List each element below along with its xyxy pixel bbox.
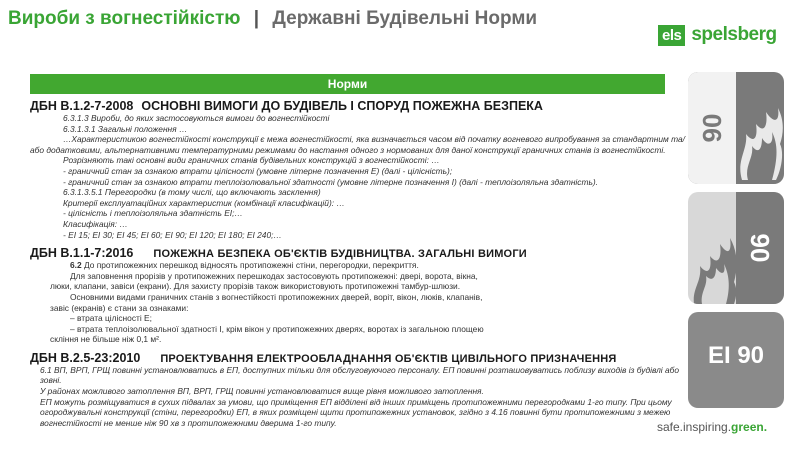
- norm-heading-3: [30, 351, 680, 365]
- norm1-line: - граничний стан за ознакою втрати цілісності (умовне літерне позначення Е) (далі - цілісність);: [63, 165, 453, 176]
- logo-brand: spelsberg: [691, 24, 777, 45]
- norm2-line: скління не більше ніж 0,1 м².: [50, 334, 162, 345]
- badge2-number: 90: [745, 233, 775, 263]
- norm-title-1: ОСНОВНІ ВИМОГИ ДО БУДІВЕЛЬ І СПОРУД ПОЖЕЖНА БЕЗПЕКА: [141, 99, 543, 113]
- ei90-badge: [688, 312, 784, 408]
- slogan-part2: green.: [731, 420, 768, 434]
- norm3-paragraph: 6.1 ВП, ВРП, ГРЩ повинні установлюватись в ЕП, доступних тільки для обслуговуючого персоналу. ЕП повинні розташовуватись поблизу виходів із будівлі або зовні.: [40, 364, 680, 386]
- norm1-line: - цілісність і теплоізоляльна здатність ЕI;…: [63, 208, 243, 219]
- norm2-clause: [30, 260, 680, 271]
- section-band: Норми: [30, 74, 665, 94]
- norm-heading-2: [30, 246, 680, 260]
- norm1-line: 6.3.1.3.5.1 Перегородки (в тому числі, що включають засклення): [63, 187, 321, 198]
- norm1-line: …Характеристикою вогнестійкості конструкції є межа вогнестійкості, яка визначається часом від початку вогневого випробування за стандартним та/: [63, 134, 685, 145]
- norm2-line: Для заповнення прорізів у протипожежних перешкодах застосовують протипожежні: двері, ворота, вікна,: [70, 270, 478, 281]
- fire-resistance-badge-2: [688, 192, 784, 304]
- norm2-line: завіс (екранів) є стани за ознаками:: [50, 302, 189, 313]
- norm3-body: [30, 365, 680, 429]
- norm-code-2: ДБН В.1.1-7:2016: [30, 246, 134, 261]
- norm2-clause-number: 6.2: [70, 260, 82, 271]
- norm-title-2: ПОЖЕЖНА БЕЗПЕКА ОБ'ЄКТІВ БУДІВНИЦТВА. ЗАГАЛЬНІ ВИМОГИ: [153, 248, 527, 261]
- norm2-line: люки, клапани, завіси (екрани). Для захисту прорізів також використовують протипожежні тамбур-шлюзи.: [50, 281, 461, 292]
- norm1-line: 6.3.1.3 Вироби, до яких застосовуються вимоги до вогнестійкості: [63, 113, 330, 123]
- ei90-label: EI 90: [707, 342, 765, 369]
- norm3-paragraph: ЕП можуть розміщуватися в сухих підвалах за умови, що приміщення ЕП відділені від інших приміщень протипожежними перегородками 1-го типу. При цьому огороджувальні конструкції (стіни, перегородки) ЕП, в яких розміщені щити протипожежних установок, згідно з 4.16 повинні бути протипожежними з межею вогнестійкості не менше ніж 90 хв з протипожежними дверима 1-го типу.: [40, 396, 672, 428]
- norm1-line: 6.3.1.3.1 Загальні положення …: [63, 123, 188, 134]
- norm2-line: – втрата цілісності Е;: [70, 313, 152, 324]
- norm-title-3: ПРОЕКТУВАННЯ ЕЛЕКТРООБЛАДНАННЯ ОБ'ЄКТІВ ЦИВІЛЬНОГО ПРИЗНАЧЕННЯ: [160, 352, 617, 365]
- page-title-part1: Вироби з вогнестійкістю: [8, 8, 241, 29]
- norm2-line: Основними видами граничних станів з вогнестійкості протипожежних дверей, воріт, вікон, люків, клапанів,: [70, 291, 483, 302]
- title-separator: |: [253, 8, 260, 29]
- fire-resistance-badge-1: [688, 72, 784, 184]
- norm1-line: Критерії експлуатаційних характеристик (комбінації класифікацій): …: [63, 197, 345, 208]
- norm3-paragraph: У районах можливого затоплення ВП, ВРП, ГРЩ повинні установлюватися вище рівня можливого затоплення.: [40, 386, 484, 397]
- norm-code-1: ДБН В.1.2-7-2008: [30, 99, 134, 113]
- spelsberg-logo: [658, 22, 777, 48]
- norms-content: [30, 95, 685, 428]
- norm2-clause-text: До протипожежних перешкод відносять протипожежні стіни, перегородки, перекриття.: [83, 260, 419, 271]
- page-title-part2: Державні Будівельні Норми: [272, 8, 538, 29]
- norm1-line: або додатковими, альтернативними температурними режимами до настання одного з нормованих для даної конструкції граничних станів із вогнестійкості.: [30, 144, 666, 155]
- norm1-line: - граничний стан за ознакою втрати теплоізолювальної здатності (умовне літерне позначення I) (далі - теплоізоляльна здатність).: [63, 176, 598, 187]
- badge1-number: 90: [697, 113, 727, 143]
- norm1-line: Розрізняють такі основні види граничних станів будівельних конструкцій з вогнестійкості: …: [63, 155, 440, 166]
- norm-code-3: ДБН В.2.5-23:2010: [30, 350, 141, 365]
- norm-heading-1: [30, 99, 680, 113]
- page-title: [8, 8, 537, 30]
- norm1-line: Класифікація: …: [63, 218, 128, 229]
- slogan-part1: safe.inspiring.: [657, 420, 732, 434]
- norm2-line: – втрата теплоізолювальної здатності I, крім вікон у протипожежних дверях, воротах із загальною площею: [70, 323, 484, 334]
- slogan: [657, 420, 767, 434]
- logo-mark: els: [658, 25, 685, 46]
- norm1-line: - ЕI 15; ЕI 30; ЕI 45; ЕI 60; ЕI 90; ЕI 120; ЕI 180; ЕI 240;…: [63, 229, 282, 240]
